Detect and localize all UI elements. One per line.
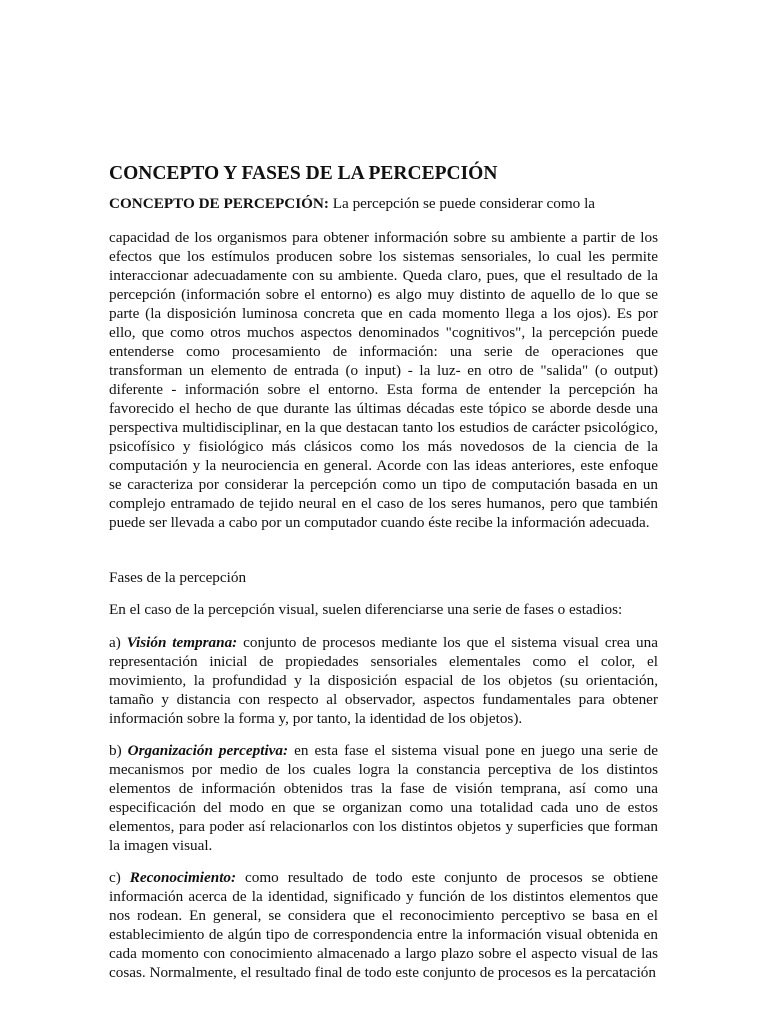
list-item-term: Visión temprana: — [126, 634, 238, 651]
intro-label: CONCEPTO DE PERCEPCIÓN: — [109, 195, 329, 212]
list-item-term: Organización perceptiva: — [127, 742, 289, 759]
list-item-prefix: b) — [109, 742, 128, 759]
list-item-prefix: c) — [109, 869, 130, 886]
section-heading-fases: Fases de la percepción — [109, 569, 247, 586]
document-title: CONCEPTO Y FASES DE LA PERCEPCIÓN — [109, 163, 498, 184]
list-item-text: en esta fase el sistema visual pone en juego una serie de mecanismos por medio de los cuales logra la constancia perceptiva de los distintos elementos de información obtenidos tras la fase de visión temprana, así como una especificación del modo en que se organizan como una totalidad cada uno de estos elementos, para poder así relacionarlos con los distintos objetos y superficies que forman la imagen visual. — [109, 742, 658, 854]
list-item-term: Reconocimiento: — [129, 869, 237, 886]
fases-intro-paragraph: En el caso de la percepción visual, suelen diferenciarse una serie de fases o estadios: — [109, 601, 623, 618]
list-item-organizacion-perceptiva — [109, 741, 658, 855]
intro-paragraph — [109, 194, 658, 213]
body-paragraph: capacidad de los organismos para obtener información sobre su ambiente a partir de los efectos que los estímulos producen sobre los sistemas sensoriales, lo cual les permite interaccionar adecuadamente con su ambiente. Queda claro, pues, que el resultado de la percepción (información sobre el entorno) es algo muy distinto de aquello de lo que se parte (la disposición luminosa concreta que en cada momento llega a los ojos). Es por ello, que como otros muchos aspectos denominados "cognitivos", la percepción puede entenderse como procesamiento de información: una serie de operaciones que transforman un elemento de entrada (o input) - la luz- en otro de "salida" (o output) diferente - información sobre el entorno. Esta forma de entender la percepción ha favorecido el hecho de que durante las últimas décadas este tópico se aborde desde una perspectiva multidisciplinar, en la que destacan tanto los estudios de carácter psicológico, psicofísico y fisiológico más clásicos como los más novedosos de la ciencia de la computación y la neurociencia en general. Acorde con las ideas anteriores, este enfoque se caracteriza por considerar la percepción como un tipo de computación basada en un complejo entramado de tejido neural en el caso de los seres humanos, pero que también puede ser llevada a cabo por un computador cuando éste recibe la información adecuada. — [109, 229, 658, 531]
list-item-text: como resultado de todo este conjunto de procesos se obtiene información acerca de la identidad, significado y función de los distintos elementos que nos rodean. En general, se considera que el reconocimiento perceptivo se basa en el establecimiento de algún tipo de correspondencia entre la información visual obtenida en cada momento con conocimiento almacenado a largo plazo sobre el aspecto visual de las cosas. Normalmente, el resultado final de todo este conjunto de procesos es la percatación — [109, 869, 658, 981]
document-content — [109, 162, 658, 982]
list-item-reconocimiento — [109, 868, 658, 982]
intro-text: La percepción se puede considerar como la — [328, 195, 596, 212]
list-item-vision-temprana — [109, 633, 658, 728]
list-item-text: conjunto de procesos mediante los que el sistema visual crea una representación inicial de propiedades sensoriales elementales como el color, el movimiento, la profundidad y la disposición espacial de los objetos (su orientación, tamaño y distancia con respecto al observador, aspectos fundamentales para obtener información sobre la forma y, por tanto, la identidad de los objetos). — [109, 634, 658, 727]
list-item-prefix: a) — [109, 634, 127, 651]
